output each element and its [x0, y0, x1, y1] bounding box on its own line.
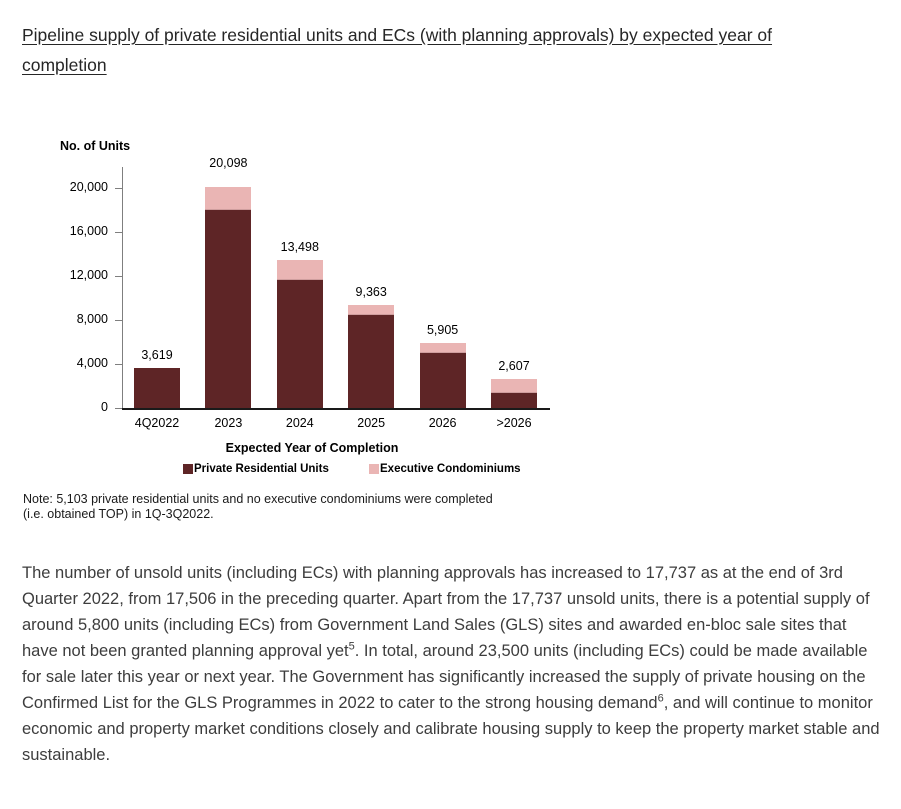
bar-total-label: 9,363 — [355, 285, 387, 299]
y-tick-label: 16,000 — [69, 224, 108, 238]
y-axis-title: No. of Units — [60, 139, 131, 153]
x-tick-label: >2026 — [496, 416, 532, 430]
bar-segment-ec — [420, 343, 466, 353]
bar-total-label: 3,619 — [141, 348, 173, 363]
y-tick-mark — [115, 408, 122, 409]
bar-segment-private — [491, 393, 537, 408]
y-tick-mark — [115, 188, 122, 189]
y-tick-mark — [115, 320, 122, 321]
y-tick-label: 0 — [101, 400, 108, 414]
y-tick-mark — [115, 364, 122, 365]
paragraph-part2: . In total, around 23,500 units (including ECs) could be made available for sale later this year or next year. The Government has significantly increased the supply of private housing on the Confirmed List for the GLS Programmes in 2022 to cater to the strong housing demand — [22, 642, 868, 712]
x-tick-label: 2023 — [214, 416, 243, 430]
legend-label-private: Private Residential Units — [194, 463, 329, 475]
bar-total-label: 2,607 — [498, 359, 530, 374]
legend-label-ec: Executive Condominiums — [380, 463, 521, 475]
document-title-line1: Pipeline supply of private residential units and ECs (with planning approvals) by expected year of — [22, 25, 773, 45]
x-tick-label: 2025 — [357, 416, 386, 430]
bar-segment-ec — [205, 187, 251, 210]
x-axis-line — [122, 408, 550, 410]
legend-item-private — [183, 463, 329, 475]
bar-segment-private — [134, 368, 180, 408]
bar-segment-private — [277, 280, 323, 408]
paragraph-part1: The number of unsold units (including ECs) with planning approvals has increased to 17,737 as at the end of 3rd Quarter 2022, from 17,506 in the preceding quarter. Apart from the 17,737 unsold units, there is a potential supply of around 5,800 units (including ECs) from Government Land Sales (GLS) sites and awarded en-bloc sale sites that have not been granted planning approval yet — [22, 564, 870, 660]
y-tick-label: 4,000 — [76, 356, 108, 370]
document-title-line2: completion — [22, 55, 107, 75]
legend-item-ec — [369, 463, 521, 475]
x-tick-label: 2024 — [285, 416, 314, 430]
footnote-ref-5: 5 — [348, 640, 355, 653]
x-axis-title: Expected Year of Completion — [225, 441, 399, 455]
chart-note-line1: Note: 5,103 private residential units and no executive condominiums were completed — [23, 492, 493, 506]
paragraph-part3: , and will continue to monitor economic and property market conditions closely and calibrate housing supply to keep the property market stable and sustainable. — [22, 694, 880, 764]
legend-swatch-private-icon — [183, 464, 193, 474]
y-tick-mark — [115, 276, 122, 277]
bar-segment-private — [205, 210, 251, 408]
bar-segment-private — [420, 353, 466, 408]
bar-total-label: 20,098 — [209, 155, 248, 170]
y-tick-label: 12,000 — [69, 268, 108, 282]
y-tick-label: 8,000 — [76, 312, 108, 326]
body-paragraph — [22, 560, 886, 768]
plot-area — [69, 155, 553, 430]
bar-segment-ec — [348, 305, 394, 315]
bar-segment-ec — [277, 260, 323, 280]
x-tick-label: 4Q2022 — [134, 416, 180, 430]
y-tick-label: 20,000 — [69, 180, 108, 194]
x-tick-label: 2026 — [428, 416, 457, 430]
chart-note-line2: (i.e. obtained TOP) in 1Q-3Q2022. — [23, 507, 214, 521]
footnote-ref-6: 6 — [657, 692, 664, 705]
bar-total-label: 5,905 — [426, 323, 459, 338]
y-tick-mark — [115, 232, 122, 233]
bar-segment-ec — [491, 379, 537, 392]
bar-segment-private — [348, 315, 394, 408]
chart-note — [23, 492, 493, 522]
legend-swatch-ec-icon — [369, 464, 379, 474]
bar-total-label: 13,498 — [280, 239, 319, 254]
